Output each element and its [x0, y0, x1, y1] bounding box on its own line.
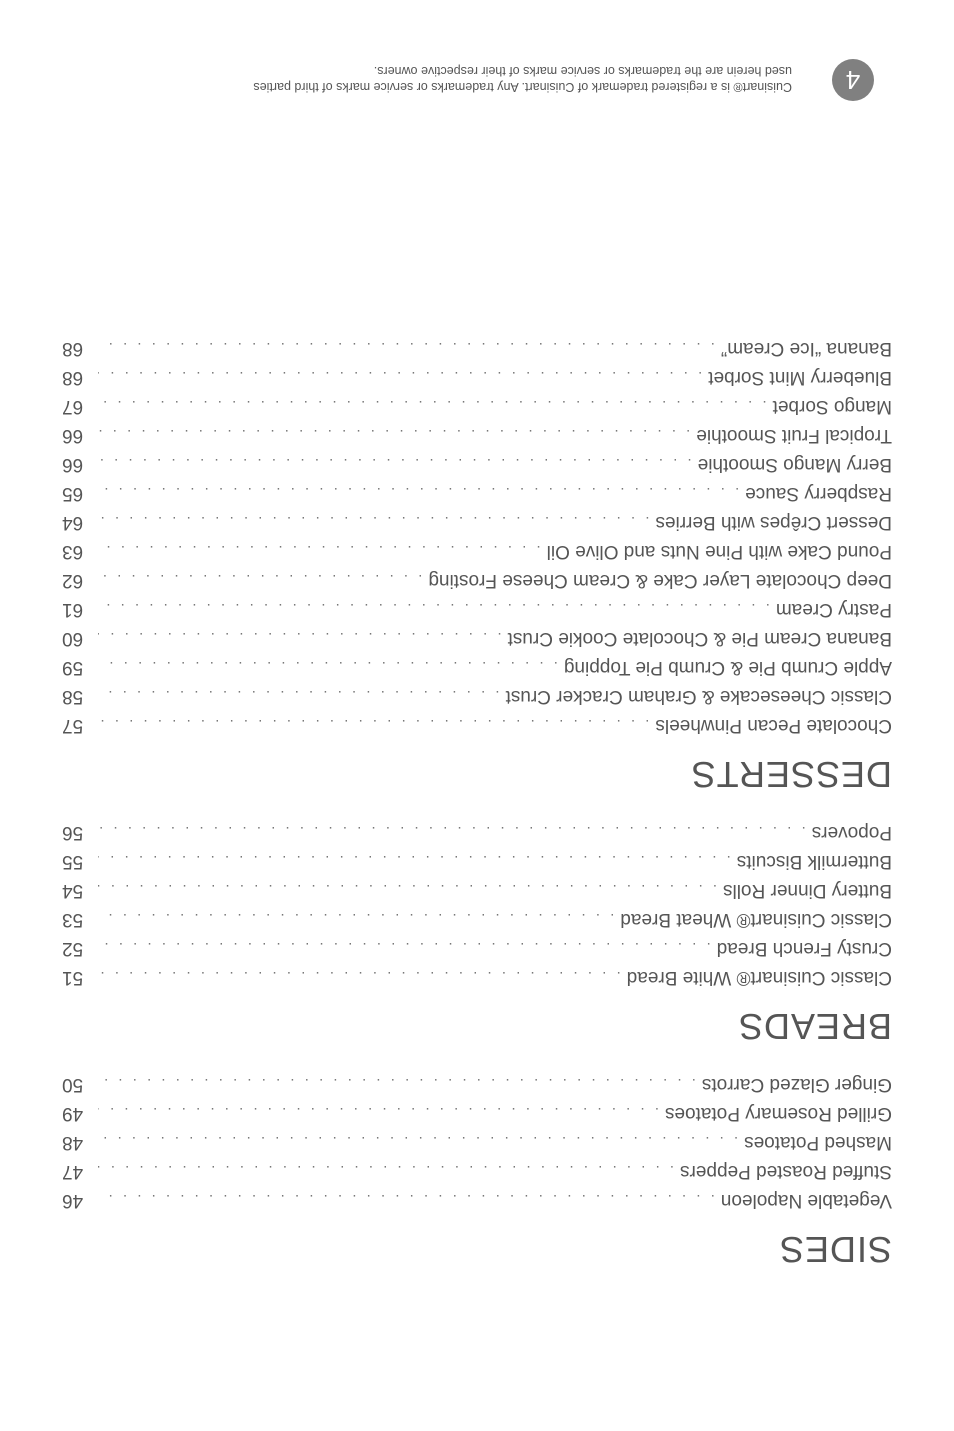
dot-leader [98, 594, 770, 623]
dot-leader [98, 449, 692, 478]
toc-entry-title: Classic Cuisinart® White Bread [626, 967, 892, 988]
dot-leader [98, 362, 702, 391]
toc-entry-title: Pound Cake with Pine Nuts and Olive Oil [546, 541, 892, 562]
toc-entry-title: Classic Cuisinart® Wheat Bread [620, 909, 892, 930]
toc-entry-title: Popovers [811, 822, 892, 843]
toc-entry-title: Tropical Fruit Smoothie [696, 425, 892, 446]
toc-entry-title: Classic Cheesecake & Graham Cracker Crust [505, 686, 892, 707]
dot-leader [98, 623, 502, 652]
toc-entry-page: 64 [62, 512, 84, 533]
toc-entry-title: Pastry Cream [775, 599, 892, 620]
toc-entry-page: 66 [62, 454, 84, 475]
toc-entry-page: 67 [62, 396, 84, 417]
dot-leader [98, 1127, 738, 1156]
toc-entry-title: Crusty French Bread [716, 938, 892, 959]
toc-entry [62, 392, 892, 421]
table-of-contents [62, 312, 892, 1271]
dot-leader [98, 565, 422, 594]
dot-leader [98, 904, 614, 933]
dot-leader [98, 1069, 696, 1098]
dot-leader [98, 962, 621, 991]
toc-entry-title: Dessert Crêpes with Berries [655, 512, 892, 533]
dot-leader [98, 846, 731, 875]
toc-entry-title: Stuffed Roasted Peppers [680, 1161, 892, 1182]
toc-entry [62, 934, 892, 963]
dot-leader [98, 875, 717, 904]
dot-leader [98, 652, 558, 681]
toc-entry [62, 905, 892, 934]
toc-entry-page: 52 [62, 938, 84, 959]
toc-entry [62, 963, 892, 992]
toc-entry [62, 653, 892, 682]
toc-entry-title: Banana “Ice Cream” [720, 338, 892, 359]
toc-entry-page: 46 [62, 1190, 84, 1211]
toc-entry [62, 1070, 892, 1099]
toc-section-breads [62, 818, 892, 1048]
toc-entry-page: 59 [62, 657, 84, 678]
dot-leader [98, 1156, 674, 1185]
toc-entry [62, 508, 892, 537]
dot-leader [98, 710, 649, 739]
toc-entry-page: 66 [62, 425, 84, 446]
toc-entry [62, 624, 892, 653]
toc-entry-page: 48 [62, 1132, 84, 1153]
toc-entry [62, 479, 892, 508]
toc-entry [62, 818, 892, 847]
toc-entry [62, 595, 892, 624]
toc-entry-page: 58 [62, 686, 84, 707]
toc-entry-page: 57 [62, 715, 84, 736]
toc-entry-page: 68 [62, 338, 84, 359]
toc-entry [62, 1128, 892, 1157]
toc-section-desserts [62, 334, 892, 796]
toc-entry-title: Deep Chocolate Layer Cake & Cream Cheese Frosting [428, 570, 892, 591]
toc-entry [62, 711, 892, 740]
toc-entry [62, 876, 892, 905]
trademark-notice [152, 63, 792, 95]
toc-entry-page: 61 [62, 599, 84, 620]
dot-leader [98, 536, 541, 565]
dot-leader [98, 933, 711, 962]
dot-leader [98, 507, 649, 536]
dot-leader [98, 681, 500, 710]
toc-section-sides [62, 1070, 892, 1271]
toc-entry-title: Ginger Glazed Carrots [701, 1074, 892, 1095]
toc-entry-title: Vegetable Napoleon [720, 1190, 892, 1211]
toc-entry-title: Raspberry Sauce [745, 483, 892, 504]
toc-entry-title: Mango Sorbet [772, 396, 892, 417]
dot-leader [98, 420, 690, 449]
toc-entry [62, 450, 892, 479]
section-heading: DESSERTS [690, 754, 892, 795]
toc-entry-page: 54 [62, 880, 84, 901]
toc-entry-title: Chocolate Pecan Pinwheels [655, 715, 892, 736]
toc-entry [62, 334, 892, 363]
toc-entry-title: Blueberry Mint Sorbet [708, 367, 892, 388]
toc-entry [62, 421, 892, 450]
dot-leader [98, 817, 806, 846]
toc-entry-title: Grilled Rosemary Potatoes [664, 1103, 892, 1124]
dot-leader [98, 478, 739, 507]
toc-entry-page: 53 [62, 909, 84, 930]
toc-entry [62, 1099, 892, 1128]
dot-leader [98, 1098, 659, 1127]
dot-leader [98, 333, 715, 362]
toc-entry [62, 682, 892, 711]
page-number-badge: 4 [832, 59, 874, 101]
section-heading: SIDES [778, 1229, 892, 1270]
toc-entry-page: 55 [62, 851, 84, 872]
trademark-line-2: used herein are the trademarks or service marks of their respective owners. [373, 64, 792, 78]
page-footer [62, 41, 892, 101]
toc-entry [62, 847, 892, 876]
dot-leader [98, 1185, 715, 1214]
toc-entry-page: 60 [62, 628, 84, 649]
toc-entry [62, 566, 892, 595]
toc-entry-title: Buttery Dinner Rolls [723, 880, 892, 901]
toc-entry-page: 68 [62, 367, 84, 388]
toc-entry-page: 65 [62, 483, 84, 504]
toc-entry-page: 49 [62, 1103, 84, 1124]
toc-entry-page: 63 [62, 541, 84, 562]
toc-entry-page: 50 [62, 1074, 84, 1095]
toc-entry-page: 51 [62, 967, 84, 988]
toc-entry [62, 537, 892, 566]
trademark-line-1: Cuisinart® is a registered trademark of Cuisinart. Any trademarks or service marks of third parties [253, 80, 792, 94]
toc-entry-title: Mashed Potatoes [744, 1132, 892, 1153]
toc-entry [62, 1157, 892, 1186]
toc-entry-title: Banana Cream Pie & Chocolate Cookie Crust [507, 628, 892, 649]
toc-entry-title: Buttermilk Biscuits [736, 851, 892, 872]
toc-entry [62, 363, 892, 392]
toc-entry-page: 56 [62, 822, 84, 843]
toc-entry-title: Apple Crumb Pie & Crumb Pie Topping [563, 657, 892, 678]
toc-entry-page: 62 [62, 570, 84, 591]
section-heading: BREADS [737, 1006, 892, 1047]
toc-entry-page: 47 [62, 1161, 84, 1182]
toc-entry-title: Berry Mango Smoothie [697, 454, 892, 475]
toc-entry [62, 1186, 892, 1215]
dot-leader [98, 391, 767, 420]
